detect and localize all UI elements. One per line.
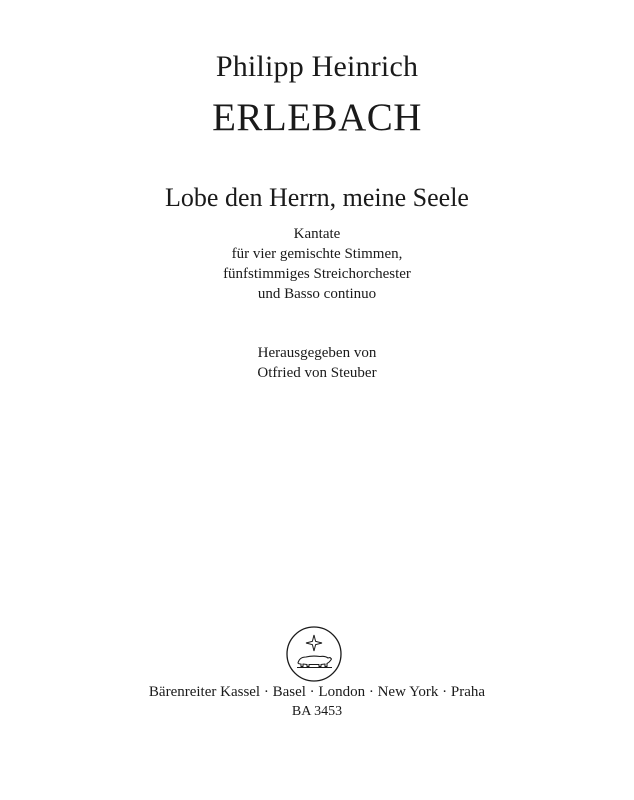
- subtitle-line: und Basso continuo: [257, 286, 377, 302]
- editor-label: Herausgegeben von: [257, 345, 377, 361]
- subtitle-line: Kantate: [293, 226, 341, 242]
- subtitle-line: fünfstimmiges Streichorchester: [223, 266, 411, 282]
- work-title: Lobe den Herrn, meine Seele: [165, 183, 469, 212]
- baerenreiter-bear-star-seal-icon: [283, 623, 345, 685]
- composer-surname: ERLEBACH: [212, 96, 422, 139]
- catalog-number: BA 3453: [291, 704, 343, 719]
- editor-credit: [0, 343, 634, 383]
- work-subtitle: [0, 224, 634, 304]
- subtitle-line: für vier gemischte Stimmen,: [231, 246, 403, 262]
- editor-name: Otfried von Steuber: [257, 365, 377, 381]
- publisher-imprint: Bärenreiter Kassel · Basel · London · New York · Praha: [148, 684, 486, 700]
- composer-first-names: Philipp Heinrich: [215, 50, 419, 83]
